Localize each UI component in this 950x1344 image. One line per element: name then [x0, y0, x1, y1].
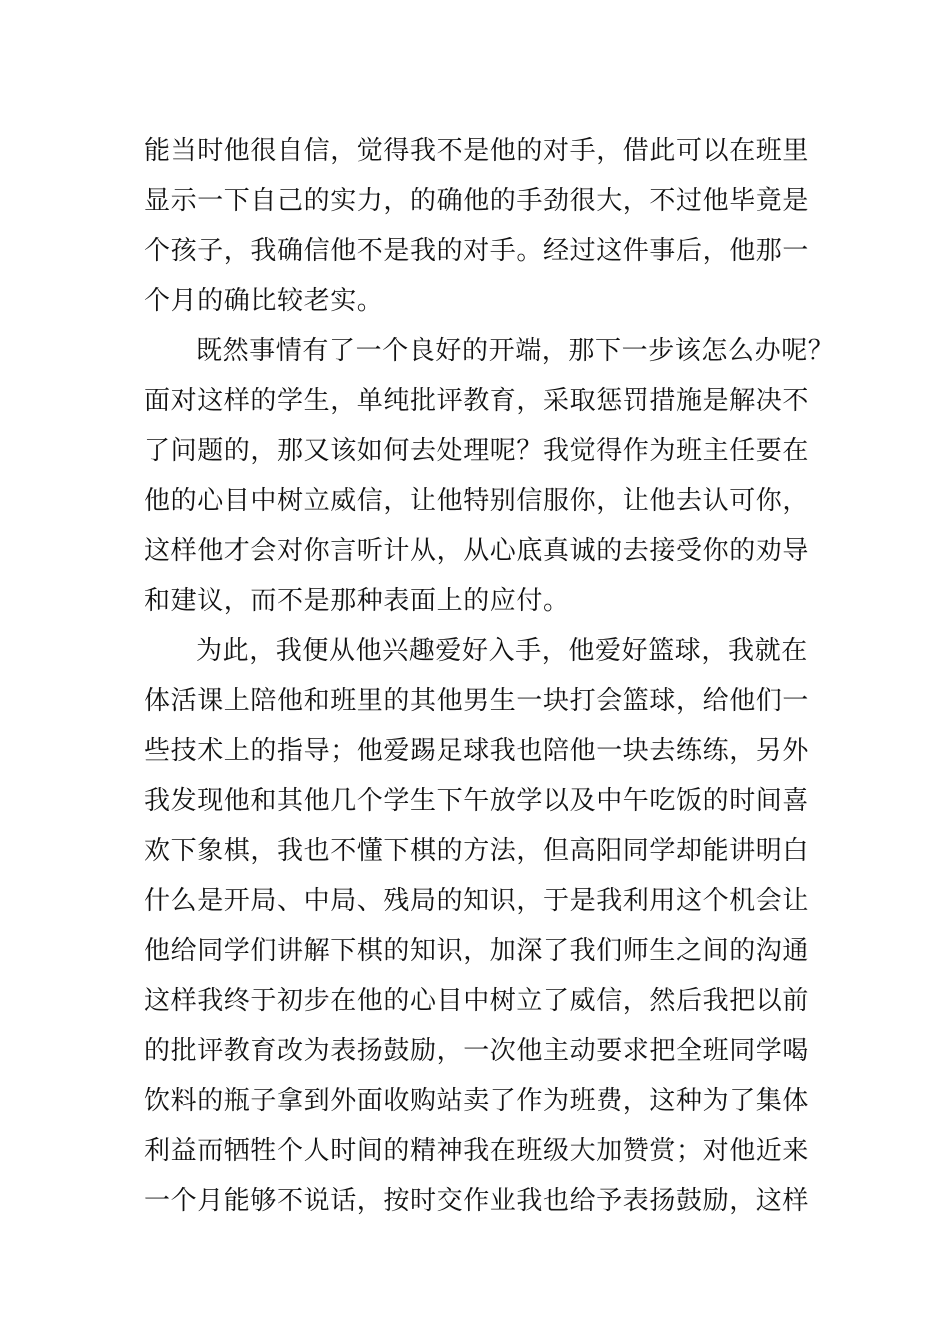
text-line: 了问题的，那又该如何去处理呢？我觉得作为班主任要在 — [144, 436, 810, 466]
text-line: 个孩子，我确信他不是我的对手。经过这件事后，他那一 — [144, 236, 810, 266]
text-line: 他的心目中树立威信，让他特别信服你，让他去认可你， — [144, 486, 810, 516]
text-line: 些技术上的指导；他爱踢足球我也陪他一块去练练，另外 — [144, 736, 810, 766]
text-line: 和建议，而不是那种表面上的应付。 — [144, 586, 570, 616]
text-line: 什么是开局、中局、残局的知识，于是我利用这个机会让 — [144, 886, 810, 916]
text-line: 这样我终于初步在他的心目中树立了威信，然后我把以前 — [144, 986, 810, 1016]
paragraph-start-line: 为此，我便从他兴趣爱好入手，他爱好篮球，我就在 — [196, 636, 808, 666]
text-line: 一个月能够不说话，按时交作业我也给予表扬鼓励，这样 — [144, 1186, 810, 1216]
text-line: 能当时他很自信，觉得我不是他的对手，借此可以在班里 — [144, 136, 810, 166]
text-line: 的批评教育改为表扬鼓励，一次他主动要求把全班同学喝 — [144, 1036, 810, 1066]
text-line: 利益而牺牲个人时间的精神我在班级大加赞赏；对他近来 — [144, 1136, 810, 1166]
text-line: 这样他才会对你言听计从，从心底真诚的去接受你的劝导 — [144, 536, 810, 566]
text-line: 饮料的瓶子拿到外面收购站卖了作为班费，这种为了集体 — [144, 1086, 810, 1116]
text-line: 我发现他和其他几个学生下午放学以及中午吃饭的时间喜 — [144, 786, 810, 816]
body-text — [144, 126, 835, 1226]
text-line: 显示一下自己的实力，的确他的手劲很大，不过他毕竟是 — [144, 186, 810, 216]
text-line: 欢下象棋，我也不懂下棋的方法，但高阳同学却能讲明白 — [144, 836, 810, 866]
text-line: 面对这样的学生，单纯批评教育，采取惩罚措施是解决不 — [144, 386, 810, 416]
text-line: 他给同学们讲解下棋的知识，加深了我们师生之间的沟通 — [144, 936, 810, 966]
text-line: 体活课上陪他和班里的其他男生一块打会篮球，给他们一 — [144, 686, 810, 716]
paragraph-start-line: 既然事情有了一个良好的开端，那下一步该怎么办呢？ — [196, 336, 835, 366]
text-line: 个月的确比较老实。 — [144, 286, 384, 316]
